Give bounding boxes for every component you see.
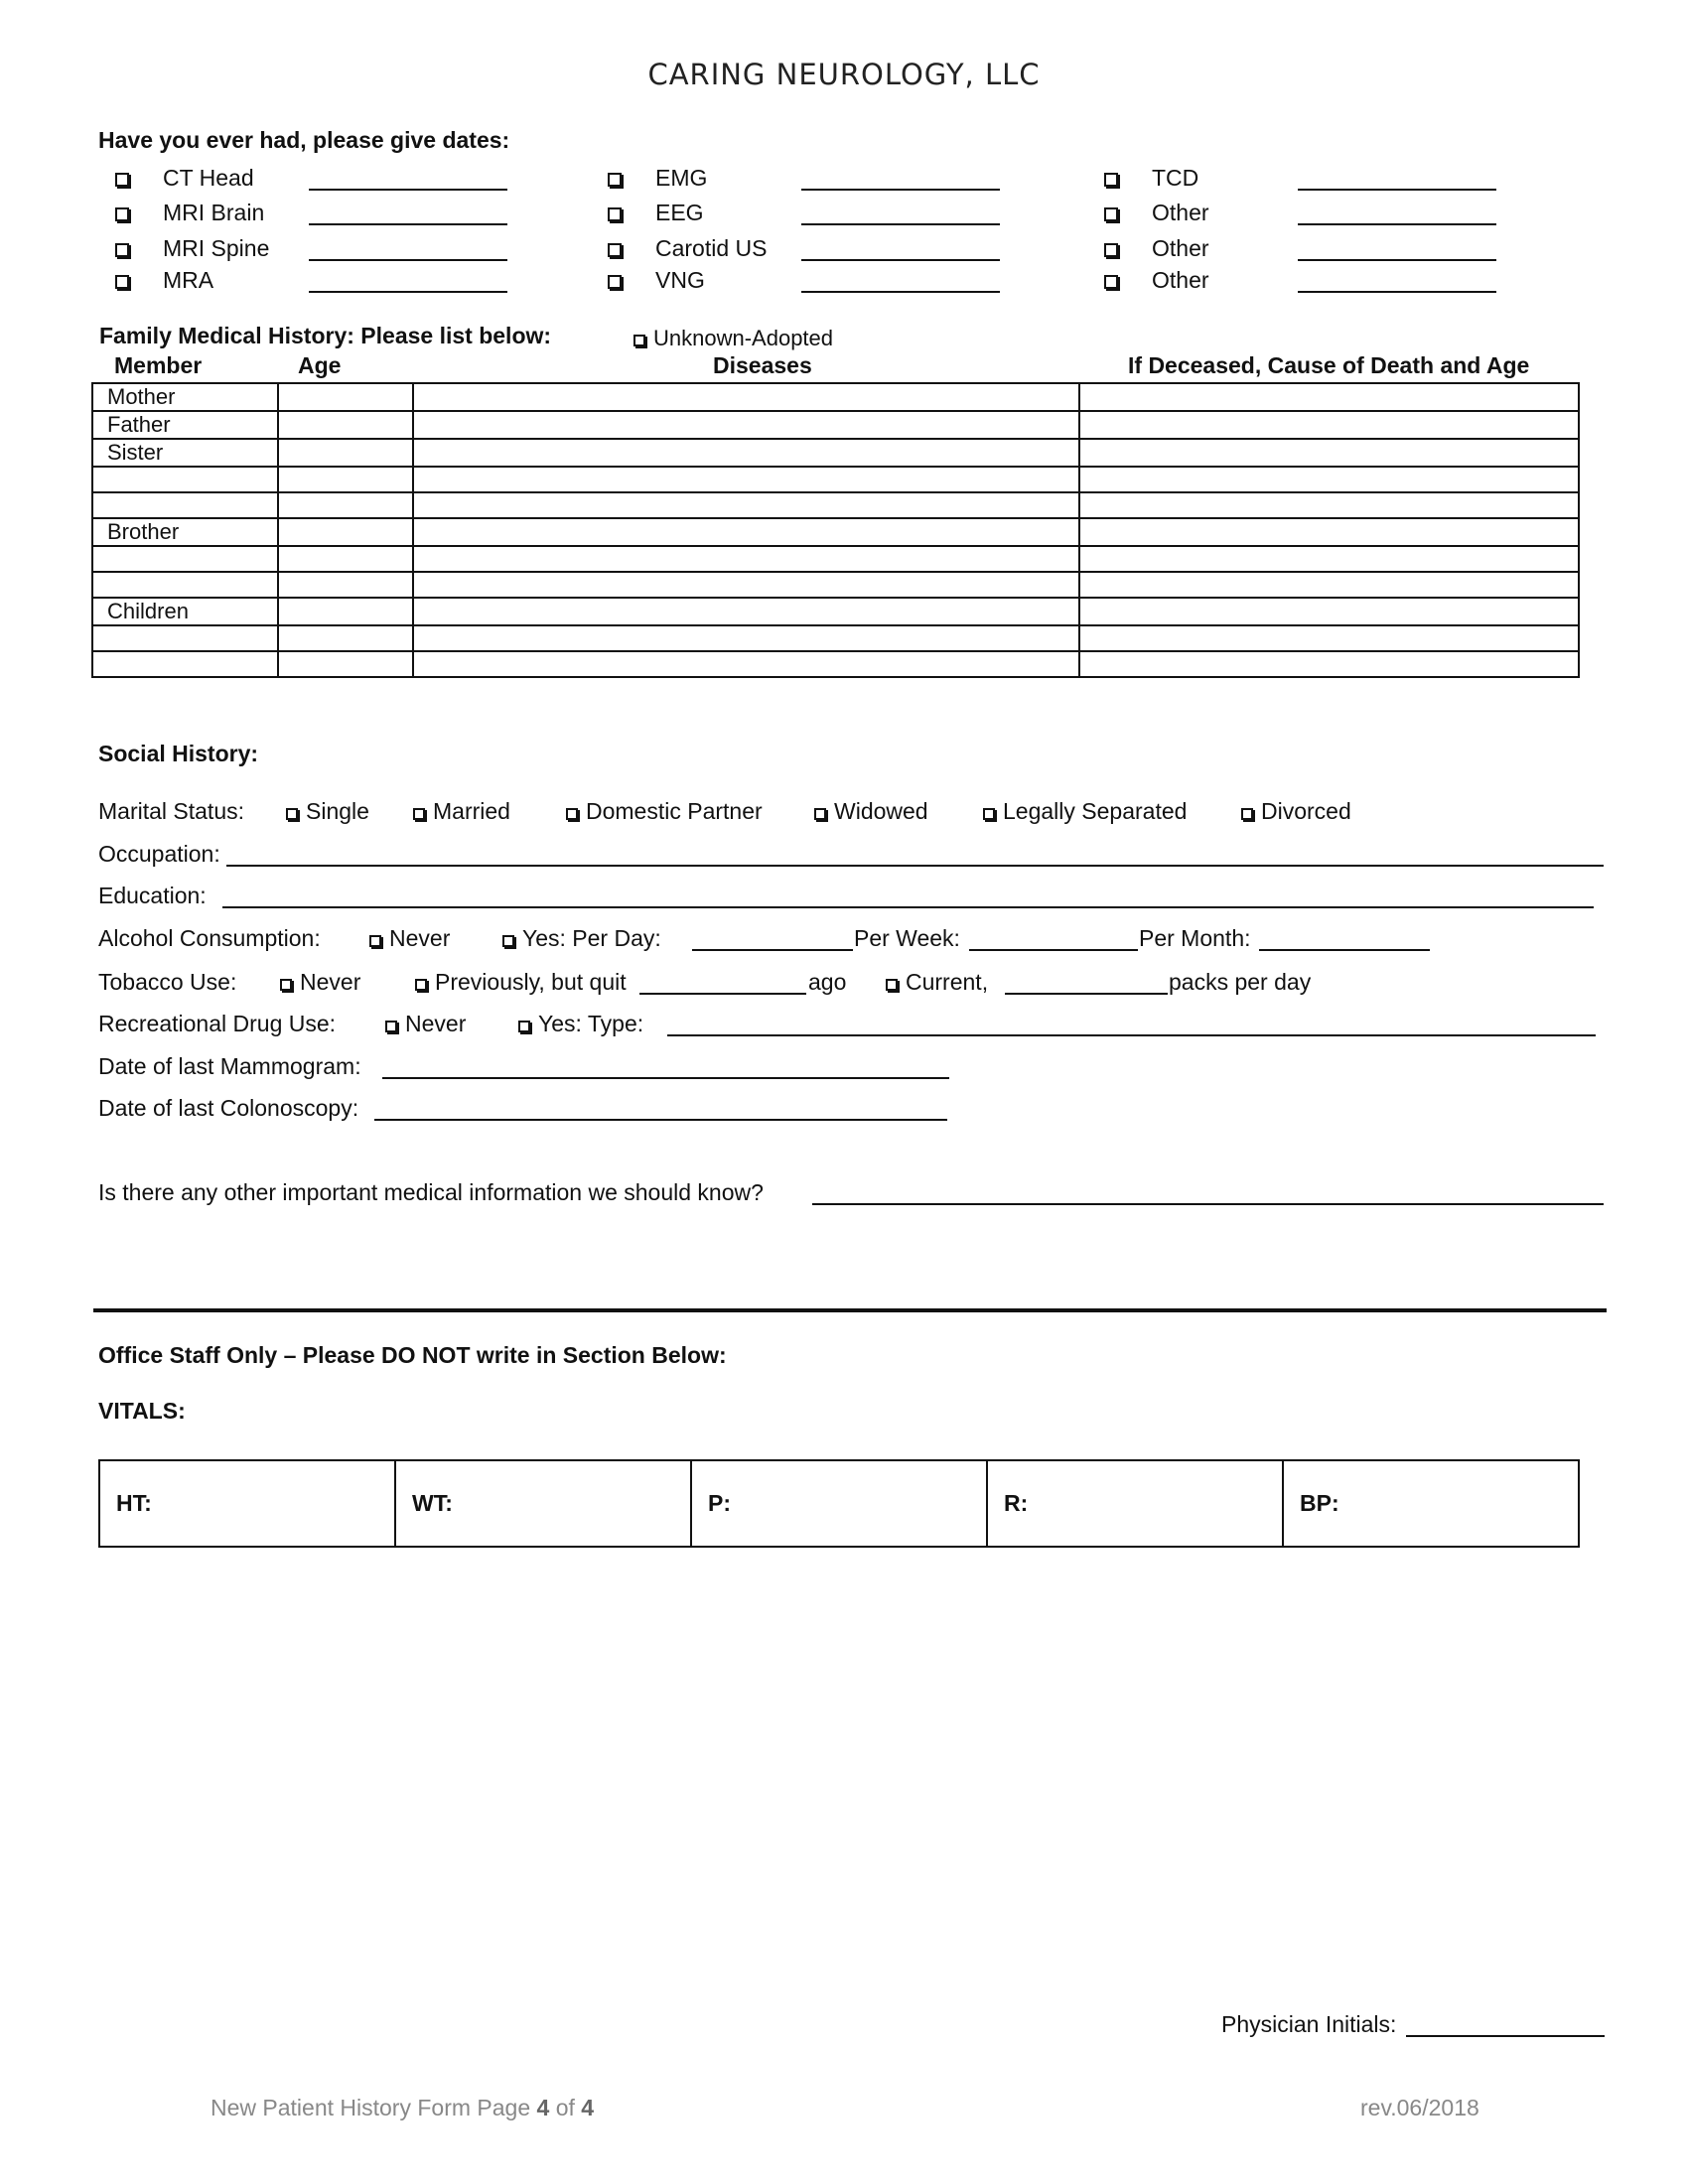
deceased-cell[interactable] xyxy=(1079,439,1579,467)
social-heading: Social History: xyxy=(98,741,259,766)
office-heading: Office Staff Only – Please DO NOT write in Section Below: xyxy=(98,1342,727,1368)
diseases-cell[interactable] xyxy=(413,492,1079,518)
checkbox-icon[interactable] xyxy=(286,808,298,820)
studies-heading: Have you ever had, please give dates: xyxy=(98,127,510,153)
vitals-heading: VITALS: xyxy=(98,1398,186,1424)
family-heading: Family Medical History: Please list below: xyxy=(99,323,552,348)
checkbox-icon[interactable] xyxy=(983,808,995,820)
age-cell[interactable] xyxy=(278,467,413,492)
study-item[interactable] xyxy=(608,267,705,294)
column-header-age: Age xyxy=(298,352,342,378)
physician-initials-field[interactable] xyxy=(1406,2035,1605,2037)
age-cell[interactable] xyxy=(278,651,413,677)
diseases-cell[interactable] xyxy=(413,598,1079,625)
alcohol-option-never[interactable]: Never xyxy=(369,925,450,952)
age-cell[interactable] xyxy=(278,598,413,625)
checkbox-icon[interactable] xyxy=(814,808,826,820)
deceased-cell[interactable] xyxy=(1079,383,1579,411)
checkbox-icon[interactable] xyxy=(369,935,381,947)
age-cell[interactable] xyxy=(278,492,413,518)
checkbox-icon[interactable] xyxy=(115,243,129,257)
checkbox-icon[interactable] xyxy=(413,808,425,820)
table-row xyxy=(92,467,1579,492)
study-item[interactable] xyxy=(608,165,708,192)
deceased-cell[interactable] xyxy=(1079,572,1579,598)
tobacco-option-current[interactable]: Current, xyxy=(886,969,988,996)
table-row xyxy=(92,439,1579,467)
vitals-table xyxy=(98,1459,1580,1548)
study-label: Carotid US xyxy=(655,235,768,261)
study-item[interactable] xyxy=(1104,200,1209,226)
diseases-cell[interactable] xyxy=(413,467,1079,492)
occupation-label: Occupation: xyxy=(98,841,220,867)
tobacco-option-never[interactable]: Never xyxy=(280,969,360,996)
alcohol-per-day-field[interactable] xyxy=(692,949,853,951)
age-cell[interactable] xyxy=(278,546,413,572)
vitals-height: HT: xyxy=(99,1460,395,1547)
diseases-cell[interactable] xyxy=(413,518,1079,546)
alcohol-label: Alcohol Consumption: xyxy=(98,925,321,951)
study-label: Other xyxy=(1152,200,1209,225)
study-item[interactable] xyxy=(1104,235,1209,262)
table-row xyxy=(92,625,1579,651)
marital-option-domestic-partner[interactable]: Domestic Partner xyxy=(566,798,763,825)
age-cell[interactable] xyxy=(278,625,413,651)
study-item[interactable] xyxy=(608,200,704,226)
diseases-cell[interactable] xyxy=(413,572,1079,598)
age-cell[interactable] xyxy=(278,439,413,467)
age-cell[interactable] xyxy=(278,518,413,546)
education-label: Education: xyxy=(98,883,207,908)
table-row xyxy=(92,651,1579,677)
member-cell: Father xyxy=(92,411,278,439)
column-header-member: Member xyxy=(114,352,203,378)
diseases-cell[interactable] xyxy=(413,651,1079,677)
marital-option-married[interactable]: Married xyxy=(413,798,510,825)
member-cell: Sister xyxy=(92,439,278,467)
checkbox-icon[interactable] xyxy=(1104,173,1118,187)
checkbox-icon[interactable] xyxy=(115,207,129,221)
drug-option-yes[interactable]: Yes: Type: xyxy=(518,1011,643,1037)
study-item[interactable] xyxy=(115,165,254,192)
tobacco-option-previously[interactable]: Previously, but quit xyxy=(415,969,627,996)
study-label: VNG xyxy=(655,267,705,293)
diseases-cell[interactable] xyxy=(413,411,1079,439)
column-header-deceased: If Deceased, Cause of Death and Age xyxy=(1128,352,1530,378)
table-row xyxy=(92,492,1579,518)
deceased-cell[interactable] xyxy=(1079,651,1579,677)
vitals-blood-pressure: BP: xyxy=(1283,1460,1579,1547)
checkbox-icon[interactable] xyxy=(886,979,898,991)
table-row xyxy=(92,546,1579,572)
study-item[interactable] xyxy=(1104,267,1209,294)
study-date-field[interactable] xyxy=(1298,223,1496,225)
column-header-diseases: Diseases xyxy=(713,352,812,378)
member-cell xyxy=(92,572,278,598)
study-date-field[interactable] xyxy=(801,189,1000,191)
table-row xyxy=(92,383,1579,411)
tobacco-quit-field[interactable] xyxy=(639,993,806,995)
tobacco-packs-label: packs per day xyxy=(1169,969,1312,995)
alcohol-per-week-field[interactable] xyxy=(969,949,1138,951)
member-cell xyxy=(92,467,278,492)
checkbox-icon[interactable] xyxy=(1104,243,1118,257)
member-cell xyxy=(92,625,278,651)
member-cell xyxy=(92,546,278,572)
marital-option-single[interactable]: Single xyxy=(286,798,369,825)
study-label: MRI Spine xyxy=(163,235,270,261)
form-name: New Patient History Form Page xyxy=(211,2095,531,2120)
study-label: EMG xyxy=(655,165,708,191)
mammogram-label: Date of last Mammogram: xyxy=(98,1053,361,1079)
study-label: MRA xyxy=(163,267,214,293)
deceased-cell[interactable] xyxy=(1079,411,1579,439)
checkbox-icon[interactable] xyxy=(608,173,622,187)
page-title: CARING NEUROLOGY, LLC xyxy=(647,58,1041,91)
study-date-field[interactable] xyxy=(801,223,1000,225)
study-label: TCD xyxy=(1152,165,1199,191)
study-item[interactable] xyxy=(1104,165,1199,192)
study-label: Other xyxy=(1152,267,1209,293)
drug-option-never[interactable]: Never xyxy=(385,1011,466,1037)
colonoscopy-label: Date of last Colonoscopy: xyxy=(98,1095,359,1121)
education-field[interactable] xyxy=(222,906,1594,908)
age-cell[interactable] xyxy=(278,411,413,439)
study-item[interactable] xyxy=(115,235,270,262)
study-label: MRI Brain xyxy=(163,200,265,225)
revision: rev.06/2018 xyxy=(1360,2095,1479,2120)
study-item[interactable] xyxy=(608,235,768,262)
member-cell: Brother xyxy=(92,518,278,546)
page-of: of xyxy=(555,2095,575,2120)
marital-option-divorced[interactable]: Divorced xyxy=(1241,798,1351,825)
diseases-cell[interactable] xyxy=(413,625,1079,651)
study-item[interactable] xyxy=(115,200,265,226)
age-cell[interactable] xyxy=(278,383,413,411)
marital-option-widowed[interactable]: Widowed xyxy=(814,798,928,825)
marital-label: Marital Status: xyxy=(98,798,244,824)
vitals-pulse: P: xyxy=(691,1460,987,1547)
checkbox-icon[interactable] xyxy=(280,979,292,991)
page-total: 4 xyxy=(581,2095,595,2120)
checkbox-icon[interactable] xyxy=(385,1021,397,1032)
deceased-cell[interactable] xyxy=(1079,492,1579,518)
deceased-cell[interactable] xyxy=(1079,598,1579,625)
diseases-cell[interactable] xyxy=(413,383,1079,411)
checkbox-icon[interactable] xyxy=(415,979,427,991)
study-date-field[interactable] xyxy=(309,291,507,293)
alcohol-per-month-field[interactable] xyxy=(1259,949,1430,951)
checkbox-icon[interactable] xyxy=(566,808,578,820)
drug-type-field[interactable] xyxy=(667,1034,1596,1036)
unknown-adopted-option[interactable]: Unknown-Adopted xyxy=(633,326,833,351)
alcohol-per-week-label: Per Week: xyxy=(854,925,960,951)
physician-initials-label: Physician Initials: xyxy=(1221,2011,1397,2037)
checkbox-icon[interactable] xyxy=(1241,808,1253,820)
checkbox-icon[interactable] xyxy=(608,207,622,221)
member-cell: Children xyxy=(92,598,278,625)
checkbox-icon[interactable] xyxy=(608,275,622,289)
page-footer xyxy=(211,2095,594,2121)
study-date-field[interactable] xyxy=(801,291,1000,293)
study-date-field[interactable] xyxy=(1298,259,1496,261)
study-date-field[interactable] xyxy=(309,189,507,191)
vitals-weight: WT: xyxy=(395,1460,691,1547)
vitals-respiration: R: xyxy=(987,1460,1283,1547)
checkbox-icon[interactable] xyxy=(1104,275,1118,289)
member-cell xyxy=(92,651,278,677)
study-date-field[interactable] xyxy=(801,259,1000,261)
deceased-cell[interactable] xyxy=(1079,518,1579,546)
table-row xyxy=(92,411,1579,439)
study-date-field[interactable] xyxy=(1298,189,1496,191)
study-label: Other xyxy=(1152,235,1209,261)
diseases-cell[interactable] xyxy=(413,439,1079,467)
page-current: 4 xyxy=(536,2095,550,2120)
section-divider xyxy=(93,1308,1607,1312)
drug-label: Recreational Drug Use: xyxy=(98,1011,337,1036)
checkbox-icon[interactable] xyxy=(502,935,514,947)
tobacco-packs-field[interactable] xyxy=(1005,993,1168,995)
study-date-field[interactable] xyxy=(309,259,507,261)
member-cell xyxy=(92,492,278,518)
checkbox-icon[interactable] xyxy=(1104,207,1118,221)
deceased-cell[interactable] xyxy=(1079,546,1579,572)
alcohol-per-month-label: Per Month: xyxy=(1139,925,1251,951)
tobacco-ago-label: ago xyxy=(808,969,847,995)
study-date-field[interactable] xyxy=(309,223,507,225)
tobacco-label: Tobacco Use: xyxy=(98,969,237,995)
mammogram-date-field[interactable] xyxy=(382,1077,949,1079)
checkbox-icon[interactable] xyxy=(633,335,645,346)
family-history-table xyxy=(91,382,1580,678)
study-label: EEG xyxy=(655,200,704,225)
deceased-cell[interactable] xyxy=(1079,467,1579,492)
other-info-label: Is there any other important medical information we should know? xyxy=(98,1179,764,1205)
checkbox-icon[interactable] xyxy=(115,173,129,187)
table-row xyxy=(92,518,1579,546)
occupation-field[interactable] xyxy=(226,865,1604,867)
colonoscopy-date-field[interactable] xyxy=(374,1119,947,1121)
other-info-field[interactable] xyxy=(812,1203,1604,1205)
table-row xyxy=(92,572,1579,598)
checkbox-icon[interactable] xyxy=(608,243,622,257)
study-item[interactable] xyxy=(115,267,214,294)
age-cell[interactable] xyxy=(278,572,413,598)
diseases-cell[interactable] xyxy=(413,546,1079,572)
table-row xyxy=(92,598,1579,625)
alcohol-option-yes[interactable]: Yes: Per Day: xyxy=(502,925,661,952)
marital-option-legally-separated[interactable]: Legally Separated xyxy=(983,798,1187,825)
deceased-cell[interactable] xyxy=(1079,625,1579,651)
member-cell: Mother xyxy=(92,383,278,411)
checkbox-icon[interactable] xyxy=(115,275,129,289)
study-label: CT Head xyxy=(163,165,254,191)
study-date-field[interactable] xyxy=(1298,291,1496,293)
checkbox-icon[interactable] xyxy=(518,1021,530,1032)
